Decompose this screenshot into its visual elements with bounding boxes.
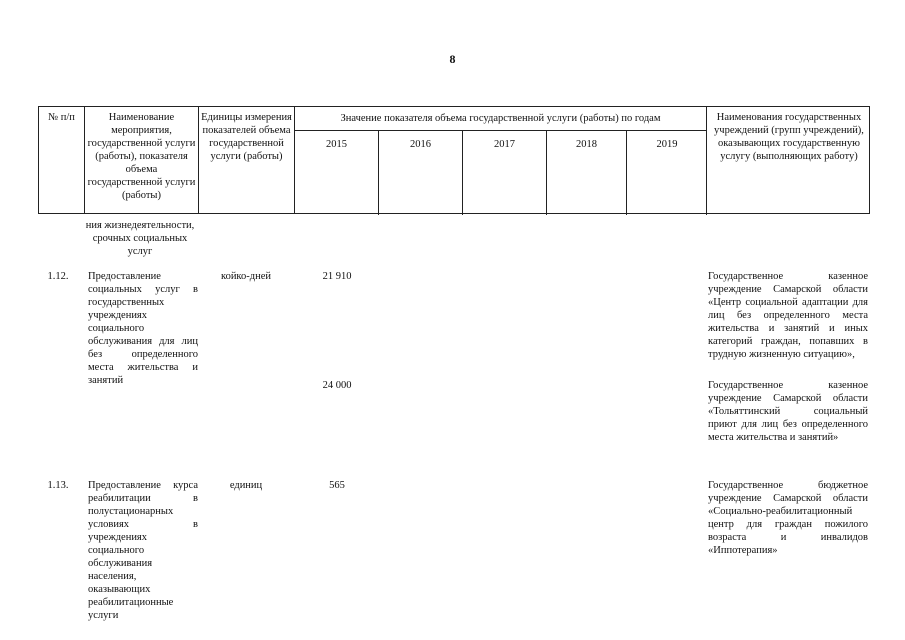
header-units: Единицы измерения показателей объема государственной услуги (работы) (199, 107, 295, 213)
row-1-12-value-2015-b: 24 000 (322, 380, 352, 391)
header-num: № п/п (39, 107, 85, 213)
row-1-12-name: Предоставление социальных услуг в государственных учреждениях социального обслуживания для лиц без определенного места жительства и занятий (88, 271, 198, 386)
row-1-12-unit: койко-дней (221, 271, 271, 282)
header-year-2017: 2017 (463, 131, 547, 215)
row-1-13-institution: Государственное бюджетное учреждение Самарской области «Социально-реабилитационный центр для граждан пожилого возраста и инвалидов «Иппотерапия» (708, 480, 868, 556)
row-1-13-value-2015: 565 (329, 480, 345, 491)
row-1-13-unit: единиц (229, 480, 263, 491)
row-1-13-name: Предоставление курса реабилитации в полустационарных условиях в учреждениях социального обслуживания населения, оказывающих реабилитационные услуги (88, 480, 198, 621)
page-number: 8 (449, 52, 456, 66)
row-1-13-num: 1.13. (47, 480, 69, 491)
header-year-2015: 2015 (295, 131, 379, 215)
row-1-12-num: 1.12. (47, 271, 69, 282)
header-name: Наименование мероприятия, государственной услуги (работы), показателя объема государственной услуги (работы) (85, 107, 199, 213)
table-header (38, 106, 870, 214)
header-institutions: Наименования государственных учреждений (групп учреждений), оказывающих государственную услугу (выполняющих работу) (714, 112, 864, 162)
row-1-12-value-2015-a: 21 910 (322, 271, 352, 282)
row-1-12-institution-b: Государственное казенное учреждение Самарской области «Тольяттинский социальный приют для лиц без определенного места жительства и занятий» (708, 380, 868, 443)
header-year-2016: 2016 (379, 131, 463, 215)
header-year-2018: 2018 (547, 131, 627, 215)
header-value-group (295, 107, 707, 215)
header-years (295, 131, 706, 215)
header-value-group-title: Значение показателя объема государственной услуги (работы) по годам (295, 107, 706, 131)
continuation-text: ния жизнедеятельности, срочных социальных услуг (85, 220, 195, 257)
header-year-2019: 2019 (656, 139, 678, 150)
row-1-12-institution-a: Государственное казенное учреждение Самарской области «Центр социальной адаптации для лиц без определенного места жительства и занятий и иных категорий граждан, попавших в трудную жизненную ситуацию», (708, 271, 868, 360)
